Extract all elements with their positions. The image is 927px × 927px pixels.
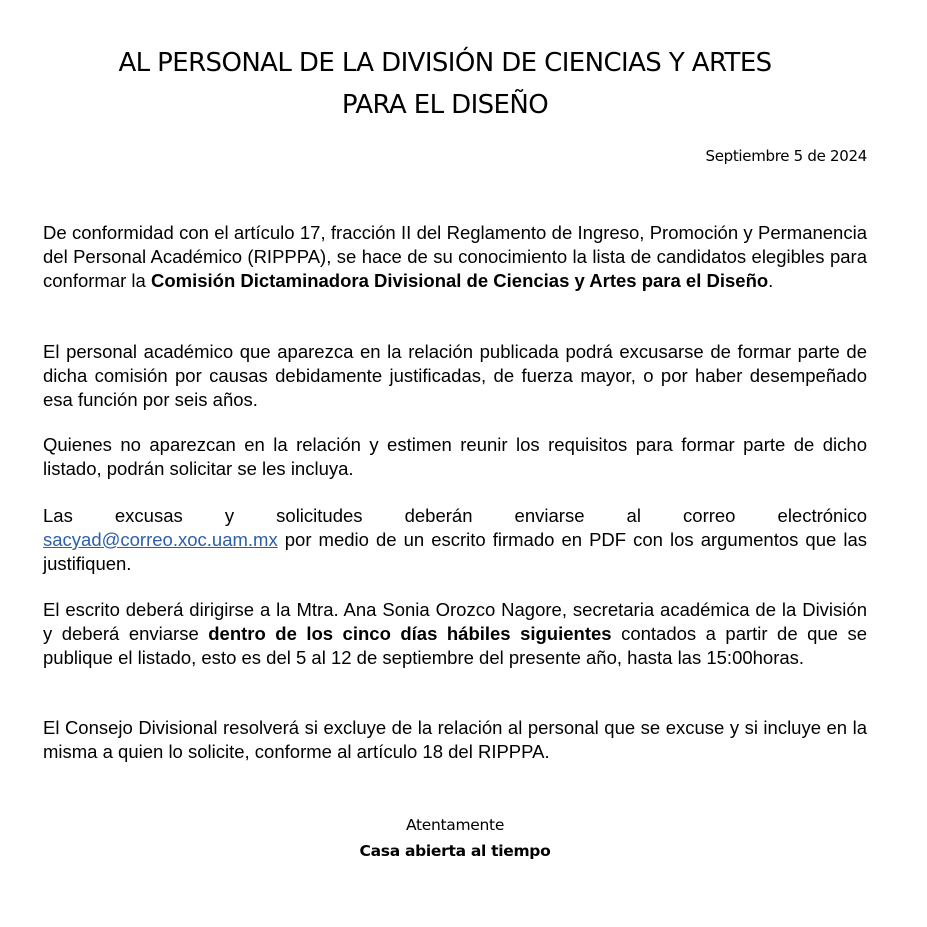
closing-motto: Casa abierta al tiempo (359, 842, 551, 860)
paragraph-text: El personal académico que aparezca en la relación publicada podrá excusarse de formar parte de dicha comisión por causas debidamente justificadas, de fuerza mayor, o por haber desempeñado esa función por seis años. (43, 341, 867, 410)
document-date: Septiembre 5 de 2024 (705, 147, 867, 165)
paragraph-consejo (43, 716, 867, 764)
paragraph-text: El escrito deberá dirigirse a la Mtra. Ana Sonia Orozco Nagore, secretaria académica de la División y deberá enviarse (43, 599, 867, 644)
email-link[interactable]: sacyad@correo.xoc.uam.mx (43, 529, 278, 550)
paragraph-conformidad (43, 221, 867, 293)
paragraph-plazo (43, 598, 867, 670)
paragraph-text: . (768, 270, 774, 291)
title-line-2: PARA EL DISEÑO (341, 90, 549, 120)
title-line-1: AL PERSONAL DE LA DIVISIÓN DE CIENCIAS Y ARTES (118, 48, 772, 78)
paragraph-text: El Consejo Divisional resolverá si excluye de la relación al personal que se excuse y si incluye en la misma a quien lo solicite, conforme al artículo 18 del RIPPPA. (43, 717, 867, 762)
deadline-emphasis: dentro de los cinco días hábiles siguientes (208, 623, 612, 644)
commission-name: Comisión Dictaminadora Divisional de Ciencias y Artes para el Diseño (150, 270, 769, 291)
paragraph-excusas (43, 340, 867, 412)
paragraph-envio (43, 504, 867, 576)
paragraph-text: De conformidad con el artículo 17, fracción II del Reglamento de Ingreso, Promoción y Permanencia del Personal Académico (RIPPPA), se hace de su conocimiento la lista de candidatos elegibles para conformar la (43, 222, 867, 291)
page-title (0, 42, 890, 126)
paragraph-text: contados a partir de que se publique el listado, esto es del 5 al 12 de septiembre del presente año, hasta las 15:00horas. (43, 623, 867, 668)
paragraph-text: por medio de un escrito firmado en PDF con los argumentos que las justifiquen. (43, 529, 867, 574)
paragraph-text: Quienes no aparezcan en la relación y estimen reunir los requisitos para formar parte de dicho listado, podrán solicitar se les incluya. (43, 434, 867, 479)
paragraph-text: Las excusas y solicitudes deberán enviarse al correo electrónico (43, 505, 867, 526)
paragraph-solicitud (43, 433, 867, 481)
closing-salutation: Atentamente (405, 816, 505, 834)
